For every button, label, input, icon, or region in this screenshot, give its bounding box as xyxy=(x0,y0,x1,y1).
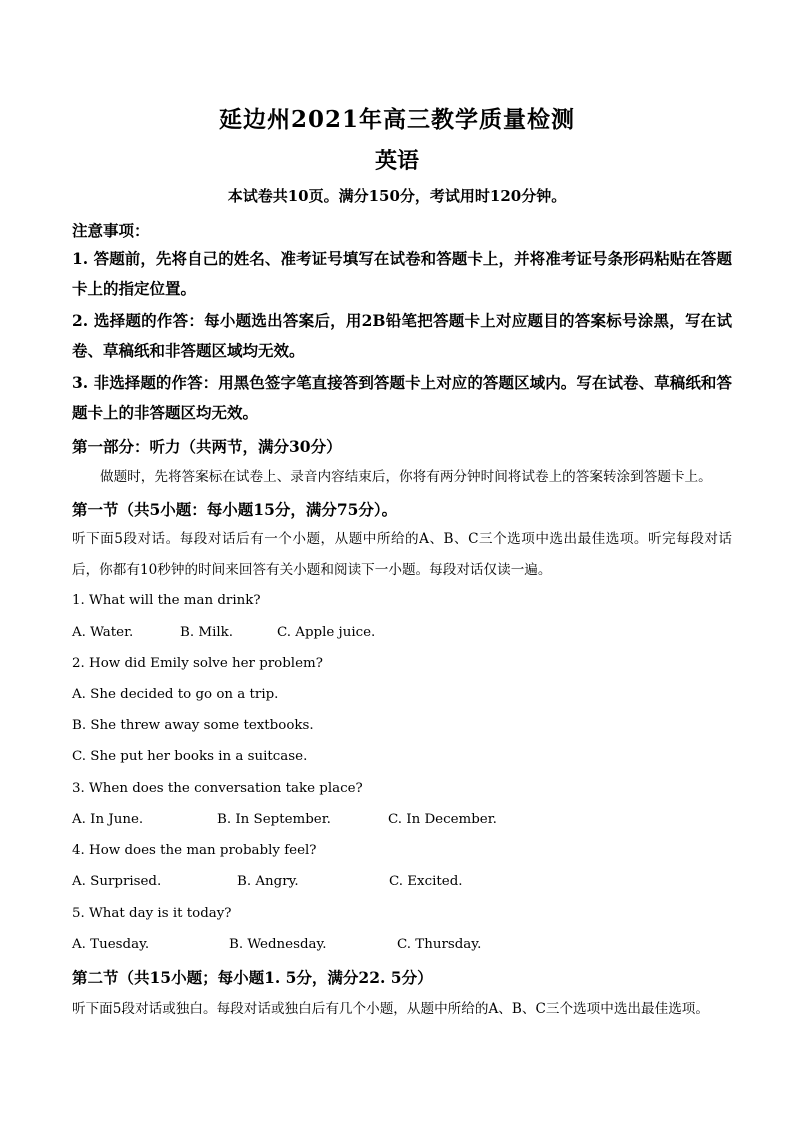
q3-option-a: A. In June. xyxy=(72,812,144,827)
q5-option-a: A. Tuesday. xyxy=(72,937,150,952)
q2-option-a: A. She decided to go on a trip. xyxy=(72,687,279,702)
question-4: 4. How does the man probably feel? xyxy=(72,843,317,858)
section2-heading: 第二节（共15小题；每小题1. 5分，满分22. 5分） xyxy=(72,968,433,987)
section2-instruction: 听下面5段对话或独白。每段对话或独白后有几个小题，从题中所给的A、B、C三个选项中选出最佳选项。 xyxy=(72,1001,709,1017)
q4-option-c: C. Excited. xyxy=(389,874,463,889)
note-item-2: 2. 选择题的作答：每小题选出答案后，用2B铅笔把答题卡上对应题目的答案标号涂黑，写在试卷、草稿纸和非答题区域均无效。 xyxy=(72,311,732,360)
q1-option-b: B. Milk. xyxy=(180,625,234,640)
q2-option-b: B. She threw away some textbooks. xyxy=(72,718,314,733)
q2-option-c: C. She put her books in a suitcase. xyxy=(72,749,308,764)
q3-option-c: C. In December. xyxy=(388,812,497,827)
q1-option-c: C. Apple juice. xyxy=(277,625,376,640)
section1-instruction: 听下面5段对话。每段对话后有一个小题，从题中所给的A、B、C三个选项中选出最佳选项。听完每段对话后，你都有10秒钟的时间来回答有关小题和阅读下一小题。每段对话仅读一遍。 xyxy=(72,531,732,578)
q4-option-b: B. Angry. xyxy=(237,874,299,889)
subject-title: 英语 xyxy=(374,148,419,174)
q5-option-b: B. Wednesday. xyxy=(229,937,327,952)
question-1: 1. What will the man drink? xyxy=(72,593,261,608)
q5-option-c: C. Thursday. xyxy=(397,937,482,952)
q4-option-a: A. Surprised. xyxy=(72,874,162,889)
part1-heading: 第一部分：听力（共两节，满分30分） xyxy=(72,437,342,456)
question-2: 2. How did Emily solve her problem? xyxy=(72,656,323,671)
section1-heading: 第一节（共5小题：每小题15分，满分75分）。 xyxy=(72,500,398,519)
note-item-3: 3. 非选择题的作答：用黑色签字笔直接答到答题卡上对应的答题区域内。写在试卷、草稿纸和答题卡上的非答题区均无效。 xyxy=(72,373,732,422)
question-3: 3. When does the conversation take place? xyxy=(72,781,363,796)
notes-heading: 注意事项： xyxy=(72,221,150,240)
note-item-1: 1. 答题前，先将自己的姓名、准考证号填写在试卷和答题卡上，并将准考证号条形码粘贴在答题卡上的指定位置。 xyxy=(72,249,732,298)
question-5: 5. What day is it today? xyxy=(72,906,232,921)
q3-option-b: B. In September. xyxy=(217,812,331,827)
part1-instruction: 做题时，先将答案标在试卷上、录音内容结束后，你将有两分钟时间将试卷上的答案转涂到答题卡上。 xyxy=(100,469,712,485)
exam-info: 本试卷共10页。满分150分，考试用时120分钟。 xyxy=(227,187,567,205)
q1-option-a: A. Water. xyxy=(72,625,134,640)
exam-title: 延边州2021年高三教学质量检测 xyxy=(218,106,575,133)
